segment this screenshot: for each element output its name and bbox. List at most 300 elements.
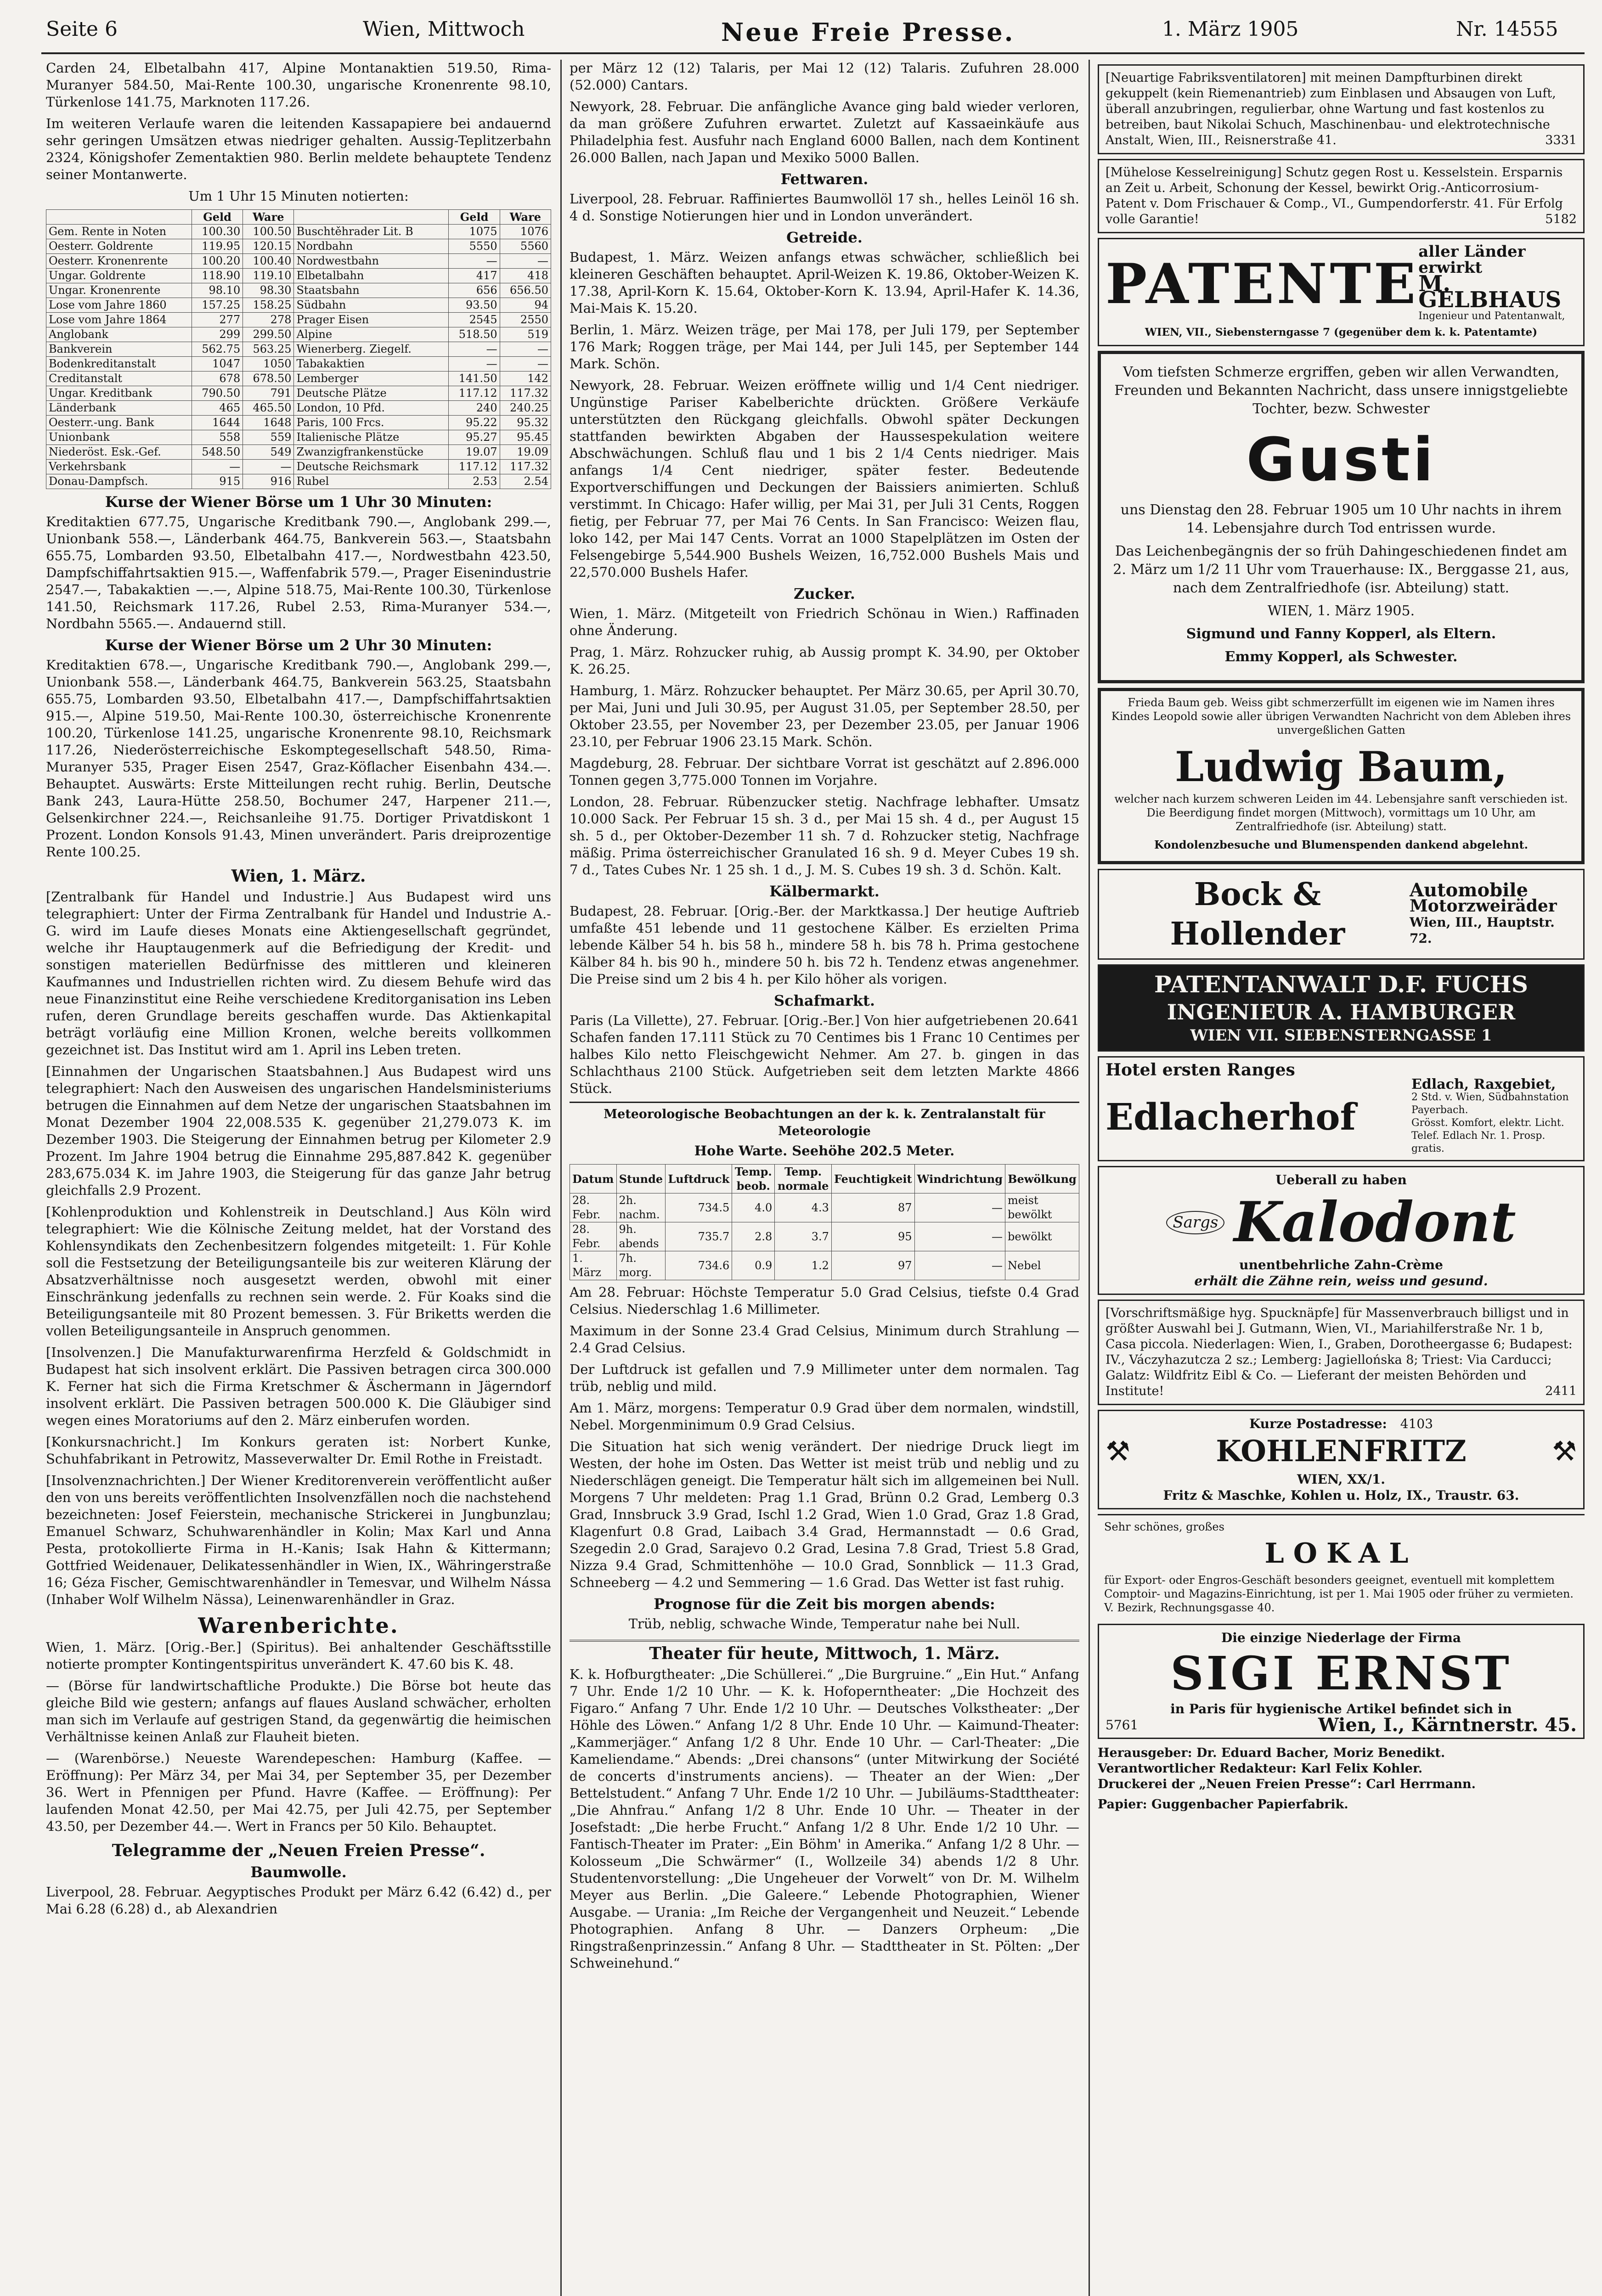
column-2 bbox=[570, 60, 1079, 2296]
ad-patente bbox=[1098, 238, 1585, 346]
table-row bbox=[570, 1193, 1079, 1222]
table-cell: 117.32 bbox=[500, 386, 551, 401]
ad-text: Ueberall zu haben bbox=[1275, 1172, 1407, 1187]
article-text: — (Börse für landwirtschaftliche Produkte.) Die Börse bot heute das gleiche Bild wie gestern; anfangs auf flaues Ausland schwächer, erholten man sich im Verlaufe auf gestrigen Stand, da gegenwärtig die heimischen Verhältnisse keinen Anlaß zur Flauheit bieten. bbox=[46, 1678, 551, 1745]
table-cell: 5550 bbox=[449, 239, 500, 254]
table-cell: bewölkt bbox=[1005, 1222, 1079, 1251]
table-cell: Oesterr. Kronenrente bbox=[46, 254, 192, 269]
column-1 bbox=[46, 60, 551, 2296]
table-cell: 117.12 bbox=[449, 386, 500, 401]
ad-text: Sigmund und Fanny Kopperl, als Eltern. bbox=[1186, 626, 1496, 642]
table-cell: 98.10 bbox=[192, 283, 243, 298]
table-cell: Gem. Rente in Noten bbox=[46, 225, 192, 239]
ad-title: LOKAL bbox=[1264, 1537, 1418, 1570]
table-cell: Bodenkreditanstalt bbox=[46, 357, 192, 371]
article-text: Newyork, 28. Februar. Die anfängliche Avance ging bald wieder verloren, da man größere Zufuhren erwartet. Zuletzt auf Kassaeinkäufe aus Philadelphia fest. Ausfuhr nach England 6000 Ballen, nach dem Kontinent 26.000 Ballen, nach Japan und Mexiko 5000 Ballen. bbox=[570, 99, 1079, 165]
table-cell: 790.50 bbox=[192, 386, 243, 401]
obituary-name: Ludwig Baum, bbox=[1175, 743, 1507, 791]
ad-text: WIEN, 1. März 1905. bbox=[1267, 603, 1415, 619]
table-header-cell: Geld bbox=[449, 210, 500, 225]
article-text: [Insolvenznachrichten.] Der Wiener Kreditorenverein veröffentlicht außer den von uns bereits veröffentlichten Insolvenzfällen noch die nachstehend bezeichneten: Josef Feierstein, mechanische Strickerei in Jungbunzlau; Emanuel Schwarz, Schuhwarenhändler in Kolin; Max Karl und Anna Pesta, protokollierte Firma in H.-Kanis; Isak Hahn & Kittermann; Gottfried Weidenauer, Delikatessenhändler in Wien, IX., Währingerstraße 16; Géza Fischer, Gemischtwarenhändler in Temesvar, und Wilhelm Nássa (Inhaber Wolf Wilhelm Nässa), Leinenwarenhändler in Graz. bbox=[46, 1473, 551, 1607]
table-header-cell bbox=[294, 210, 449, 225]
table-header-cell: Windrichtung bbox=[914, 1165, 1005, 1193]
table-cell: 93.50 bbox=[449, 298, 500, 313]
table-row bbox=[46, 474, 551, 489]
imprint-line: Herausgeber: Dr. Eduard Bacher, Moriz Benedikt. bbox=[1098, 1746, 1445, 1760]
table-cell: 549 bbox=[243, 445, 294, 460]
table-cell: Oesterr. Goldrente bbox=[46, 239, 192, 254]
table-cell: — bbox=[500, 254, 551, 269]
ad-text: WIEN VII. SIEBENSTERNGASSE 1 bbox=[1190, 1026, 1492, 1045]
table-cell: 734.5 bbox=[666, 1193, 732, 1222]
table-cell: — bbox=[914, 1222, 1005, 1251]
page-number: Seite 6 bbox=[46, 17, 118, 41]
ad-text: Das Leichenbegängnis der so früh Dahingeschiedenen findet am 2. März um 1/2 11 Uhr vom Trauerhause: IX., Berggasse 21, aus, nach dem Zentralfriedhofe (isr. Abteilung) statt. bbox=[1113, 543, 1569, 596]
table-row bbox=[46, 386, 551, 401]
table-header-cell: Geld bbox=[192, 210, 243, 225]
table-cell: Deutsche Reichsmark bbox=[294, 460, 449, 474]
table-cell: — bbox=[192, 460, 243, 474]
article-text: [Zentralbank für Handel und Industrie.] Aus Budapest wird uns telegraphiert: Unter der Firma Zentralbank für Handel und Industrie A.-G. wird im Laufe dieses Monats eine Aktiengesellschaft gegründet, welche ihr Hauptaugenmerk auf die Befriedigung der Kredit- und sonstigen materiellen Bedürfnisse des mittleren und kleineren Kaufmannes und Industriellen richten wird. Zu diesem Behufe wird das neue Finanzinstitut eine Reihe verschiedene Kreditorganisation ins Leben rufen, deren Grundlage bereits geschaffen wurde. Das Aktienkapital beträgt vorläufig eine Million Kronen, welche bereits vollkommen gezeichnet ist. Das Institut wird am 1. April ins Leben treten. bbox=[46, 889, 551, 1058]
table-cell: 119.95 bbox=[192, 239, 243, 254]
ad-kalodont bbox=[1098, 1166, 1585, 1295]
table-cell: 95.45 bbox=[500, 430, 551, 445]
table-cell: Ungar. Kreditbank bbox=[46, 386, 192, 401]
table-cell: Donau-Dampfsch. bbox=[46, 474, 192, 489]
table-row bbox=[46, 327, 551, 342]
table-row bbox=[46, 357, 551, 371]
table-cell: 1047 bbox=[192, 357, 243, 371]
table-cell: Alpine bbox=[294, 327, 449, 342]
table-cell: 735.7 bbox=[666, 1222, 732, 1251]
table-row bbox=[46, 401, 551, 416]
column-rule bbox=[560, 60, 562, 2296]
hammer-icon: ⚒ bbox=[1106, 1435, 1130, 1468]
table-cell: 95.32 bbox=[500, 416, 551, 430]
section-heading: Kälbermarkt. bbox=[769, 883, 880, 900]
table-cell: 9h. abends bbox=[616, 1222, 666, 1251]
ad-text: aller Länder erwirkt bbox=[1418, 242, 1526, 277]
table-cell: 2550 bbox=[500, 313, 551, 327]
ad-text: Edlach, Raxgebiet, bbox=[1411, 1076, 1556, 1092]
table-cell: 7h. morg. bbox=[616, 1251, 666, 1280]
table-cell: 519 bbox=[500, 327, 551, 342]
table-cell: meist bewölkt bbox=[1005, 1193, 1079, 1222]
ad-title: Edlacherhof bbox=[1106, 1095, 1356, 1138]
table-row bbox=[46, 460, 551, 474]
ad-text: Wien, III., Hauptstr. 72. bbox=[1409, 915, 1555, 946]
table-cell: Zwanzigfrankenstücke bbox=[294, 445, 449, 460]
table-header-cell: Temp. beob. bbox=[732, 1165, 775, 1193]
article-text: Magdeburg, 28. Februar. Der sichtbare Vorrat ist geschätzt auf 2.896.000 Tonnen gegen 3,775.000 Tonnen im Vorjahre. bbox=[570, 755, 1079, 788]
ad-text: in Paris für hygienische Artikel befindet sich in bbox=[1170, 1701, 1512, 1716]
ad-text: INGENIEUR A. HAMBURGER bbox=[1167, 1000, 1516, 1024]
weather-table bbox=[570, 1164, 1079, 1280]
table-cell: 95.22 bbox=[449, 416, 500, 430]
table-cell: Länderbank bbox=[46, 401, 192, 416]
table-cell: Italienische Plätze bbox=[294, 430, 449, 445]
article-text: Budapest, 1. März. Weizen anfangs etwas schwächer, schließlich bei kleineren Geschäften behauptet. April-Weizen K. 19.86, Oktober-Weizen K. 17.38, April-Korn K. 15.64, Oktober-Korn K. 13.94, April-Hafer K. 14.36, Mai-Mais K. 15.20. bbox=[570, 249, 1079, 316]
table-cell: 5560 bbox=[500, 239, 551, 254]
table-row bbox=[46, 445, 551, 460]
ad-text: Die einzige Niederlage der Firma bbox=[1221, 1630, 1461, 1645]
table-cell: Staatsbahn bbox=[294, 283, 449, 298]
ad-kohlenfritz bbox=[1098, 1410, 1585, 1509]
ad-sigi-ernst bbox=[1098, 1624, 1585, 1739]
page-header bbox=[41, 11, 1585, 54]
table-header-cell: Temp. normale bbox=[775, 1165, 832, 1193]
table-cell: 157.25 bbox=[192, 298, 243, 313]
table-cell: 1.2 bbox=[775, 1251, 832, 1280]
table-cell: 2545 bbox=[449, 313, 500, 327]
table-header-cell: Stunde bbox=[616, 1165, 666, 1193]
table-row bbox=[46, 342, 551, 357]
table-row bbox=[46, 430, 551, 445]
table-cell: Lose vom Jahre 1864 bbox=[46, 313, 192, 327]
table-cell: 2.8 bbox=[732, 1222, 775, 1251]
ad-text: 2 Std. v. Wien, Südbahnstation Payerbach. bbox=[1411, 1092, 1569, 1116]
article-text: Berlin, 1. März. Weizen träge, per Mai 178, per Juli 179, per September 176 Mark; Roggen träge, per Mai 144, per Juli 145, per September 144 Mark. Schön. bbox=[570, 322, 1079, 371]
ad-text: Motorzweiräder bbox=[1409, 896, 1557, 916]
table-row bbox=[46, 416, 551, 430]
table-cell: Niederöst. Esk.-Gef. bbox=[46, 445, 192, 460]
table-cell: 141.50 bbox=[449, 371, 500, 386]
table-cell: 562.75 bbox=[192, 342, 243, 357]
issue-number: Nr. 14555 bbox=[1456, 17, 1558, 41]
table-cell: 548.50 bbox=[192, 445, 243, 460]
table-cell: Paris, 100 Frcs. bbox=[294, 416, 449, 430]
ad-text: M. GELBHAUS bbox=[1418, 271, 1562, 313]
obituary-gusti bbox=[1098, 351, 1585, 683]
article-text: Trüb, neblig, schwache Winde, Temperatur nahe bei Null. bbox=[628, 1616, 1021, 1632]
ad-text: Kurze Postadresse: bbox=[1249, 1416, 1387, 1431]
table-cell: — bbox=[914, 1193, 1005, 1222]
article-text: [Insolvenzen.] Die Manufakturwarenfirma Herzfeld & Goldschmidt in Budapest hat sich insolvent erklärt. Die Passiven betragen circa 300.000 K. Ferner hat sich die Firma Kretschmer & Äschermann in Jägerndorf insolvent erklärt. Die Passiven betragen 500.000 K. Die Gläubiger sind wegen eines Moratoriums auf den 2. März einberufen worden. bbox=[46, 1345, 551, 1428]
table-cell: — bbox=[500, 357, 551, 371]
table-cell: 98.30 bbox=[243, 283, 294, 298]
ad-code: 3331 bbox=[1545, 133, 1577, 147]
table-cell: — bbox=[243, 460, 294, 474]
ad-text: unentbehrliche Zahn-Crème bbox=[1239, 1257, 1443, 1272]
table-cell: 465.50 bbox=[243, 401, 294, 416]
article-text: Die Situation hat sich wenig verändert. Der niedrige Druck liegt im Westen, der hohe im Osten. Das Wetter ist meist trüb und neblig und zu Niederschlägen geneigt. Die Temperatur hält sich im allgemeinen bei Null. Morgens 7 Uhr meldeten: Prag 1.1 Grad, Brünn 0.2 Grad, Lemberg 0.3 Grad, Innsbruck 3.9 Grad, Ischl 1.2 Grad, Wien 1.0 Grad, Graz 1.8 Grad, Klagenfurt 0.8 Grad, Laibach 3.4 Grad, Hermannstadt — 0.6 Grad, Szegedin 2.0 Grad, Sarajevo 0.2 Grad, Lesina 7.8 Grad, Triest 5.8 Grad, Nizza 9.4 Grad, Schmittenhöhe — 10.0 Grad, Sonnblick — 11.3 Grad, Schneeberg — 4.2 und Semmering — 1.6 Grad. Das Wetter ist fast ruhig. bbox=[570, 1439, 1079, 1590]
article-text: Kreditaktien 678.—, Ungarische Kreditbank 790.—, Anglobank 299.—, Unionbank 558.—, Länderbank 464.75, Bankverein 563.25, Staatsbahn 655.75, Lombarden 93.50, Elbetalbahn 417.—, Dampfschiffahrtsaktien 915.—, Alpine 519.50, Mai-Rente 100.30, österreichische Kronenrente 100.20, Türkenlose 141.25, ungarische Kronenrente 98.10, Reichsmark 117.26, Niederösterreichische Eskomptegesellschaft 548.50, Rima-Muranyer 535, Prager Eisen 2547, Graz-Köflacher Eisenbahn 434.—. Behauptet. Auswärts: Erste Mitteilungen recht ruhig. Berlin, Deutsche Bank 243, Laura-Hütte 258.50, Bochumer 247, Harpener 211.—, Gelsenkirchner 224.—, Reichsanleihe 91.75. Dortiger Privatdiskont 1 Prozent. London Konsols 91.43, Minen unverändert. Paris dreiprozentige Rente 100.25. bbox=[46, 657, 551, 860]
table-header-cell bbox=[46, 210, 192, 225]
article-text: Wien, 1. März. [Orig.-Ber.] (Spiritus). Bei anhaltender Geschäftsstille notierte prompter Kontingentspiritus unverändert K. 47.60 bis K. 48. bbox=[46, 1639, 551, 1672]
article-text: Prag, 1. März. Rohzucker ruhig, ab Aussig prompt K. 34.90, per Oktober K. 26.25. bbox=[570, 644, 1079, 677]
ad-brand: Sargs bbox=[1166, 1211, 1224, 1234]
table-cell: — bbox=[500, 342, 551, 357]
ad-text: Sehr schönes, großes bbox=[1104, 1520, 1224, 1533]
ad-text: uns Dienstag den 28. Februar 1905 um 10 Uhr nachts in ihrem 14. Lebensjahre durch Tod entrissen wurde. bbox=[1120, 502, 1562, 536]
table-cell: Buschtěhrader Lit. B bbox=[294, 225, 449, 239]
table-row bbox=[46, 225, 551, 239]
ad-code: 2411 bbox=[1545, 1384, 1577, 1398]
ad-title: Bock & Hollender bbox=[1170, 876, 1345, 952]
table-row bbox=[46, 283, 551, 298]
table-cell: 299.50 bbox=[243, 327, 294, 342]
article-text: per März 12 (12) Talaris, per Mai 12 (12) Talaris. Zufuhren 28.000 (52.000) Cantars. bbox=[570, 60, 1079, 93]
article-text: Kreditaktien 677.75, Ungarische Kreditbank 790.—, Anglobank 299.—, Unionbank 558.—, Länderbank 464.75, Bankverein 563.—, Staatsbahn 655.75, Lombarden 93.50, Elbetalbahn 417.—, Nordwestbahn 423.50, Dampfschiffahrtsaktien 915.—, Waffenfabrik 579.—, Prager Eisenindustrie 2547.—, Tabakaktien —.—, Alpine 518.75, Mai-Rente 100.30, Türkenlose 141.50, Reichsmark 117.26, Rubel 2.53, Rima-Muranyer 534.—, Nordbahn 5565.—. Andauernd still. bbox=[46, 514, 551, 631]
ad-ventilators bbox=[1098, 64, 1585, 154]
table-cell: Südbahn bbox=[294, 298, 449, 313]
ad-text: PATENTANWALT D.F. FUCHS bbox=[1154, 971, 1528, 998]
section-heading: Fettwaren. bbox=[780, 170, 869, 188]
ad-text: [Vorschriftsmäßige hyg. Spucknäpfe] für Massenverbrauch billigst und in größter Auswahl bei J. Gutmann, Wien, VI., Mariahilferstraße Nr. 1 b, Casa piccola. Niederlagen: Wien, I., Graben, Dorotheergasse 6; Budapest: IV., Váczyhazutcza 2 sz.; Lemberg: Jagiellońska 8; Triest: Via Carducci; Galatz: Wildfritz Eibl & Co. — Lieferant der meisten Behörden und Institute! bbox=[1106, 1306, 1573, 1398]
section-heading: Telegramme der „Neuen Freien Presse“. bbox=[112, 1841, 485, 1860]
ad-title: PATENTE bbox=[1106, 251, 1419, 316]
article-text: Der Luftdruck ist gefallen und 7.9 Millimeter unter dem normalen. Tag trüb, neblig und mild. bbox=[570, 1362, 1079, 1394]
table-cell: 563.25 bbox=[243, 342, 294, 357]
table-cell: Anglobank bbox=[46, 327, 192, 342]
column-3 bbox=[1098, 60, 1585, 2296]
table-cell: 100.20 bbox=[192, 254, 243, 269]
ad-text: Hotel ersten Ranges bbox=[1106, 1060, 1295, 1080]
table-cell: Wienerberg. Ziegelf. bbox=[294, 342, 449, 357]
table-cell: 418 bbox=[500, 269, 551, 283]
table-cell: 916 bbox=[243, 474, 294, 489]
section-heading: Getreide. bbox=[786, 229, 863, 246]
table-cell: 100.30 bbox=[192, 225, 243, 239]
ad-code: 4103 bbox=[1400, 1416, 1433, 1431]
section-heading: Zucker. bbox=[794, 585, 855, 602]
table-cell: Tabakaktien bbox=[294, 357, 449, 371]
table-cell: 915 bbox=[192, 474, 243, 489]
table-cell: 656 bbox=[449, 283, 500, 298]
ad-text: Grösst. Komfort, elektr. Licht. Telef. Edlach Nr. 1. Prosp. gratis. bbox=[1411, 1117, 1564, 1154]
table-header-cell: Feuchtigkeit bbox=[831, 1165, 914, 1193]
article-text: London, 28. Februar. Rübenzucker stetig. Nachfrage lebhafter. Umsatz 10.000 Sack. Per Februar 15 sh. 3 d., per Mai 15 sh. 4 d., per August 15 sh. 5 d., per Oktober-Dezember 11 sh. 7 d. Rohzucker stetig, Nachfrage mäßig. Prima österreichischer Granulated 16 sh. 9 d. Meyer Cubes 19 sh. 7 d., Tates Cubes Nr. 1 25 sh. 1 d., J. M. S. Cubes 19 sh. 3 d. Schön. Kalt. bbox=[570, 794, 1079, 878]
table-cell: 1644 bbox=[192, 416, 243, 430]
table-cell: 465 bbox=[192, 401, 243, 416]
table-header-cell: Bewölkung bbox=[1005, 1165, 1079, 1193]
table-cell: 19.07 bbox=[449, 445, 500, 460]
ad-text: WIEN, XX/1. bbox=[1297, 1472, 1386, 1487]
table-row bbox=[570, 1222, 1079, 1251]
imprint-line: Verantwortlicher Redakteur: Karl Felix Kohler. bbox=[1098, 1761, 1423, 1776]
article-text: Newyork, 28. Februar. Weizen eröffnete willig und 1/4 Cent niedriger. Ungünstige Pariser Kabelberichte drückten. Größere Verkäufe unterstützten den Rückgang gleichfalls. Obwohl später Deckungen stattfanden bewirkten Abgaben der Haussespekulation weitere Abschwächungen. Schluß flau und 1 bis 2 1/4 Cents niedriger. Mais anfangs 1/4 Cent niedriger, später fester. Bedeutende Exportverschiffungen und Deckungen der Baissiers animierten. Schluß verstimmt. In Chicago: Hafer willig, per Mai 31, per Juli 31 Cents, Roggen fietig, per Februar 77, per Mai 76 Cents. In San Francisco: Weizen flau, loko 142, per Mai 147 Cents. Vorrat an 1000 Stapelplätzen im Osten der Felsengebirge 5,544.900 Bushels Weizen, 16,752.000 Bushels Mais und 22,570.000 Bushels Hafer. bbox=[570, 377, 1079, 580]
table-cell: — bbox=[449, 254, 500, 269]
table-cell: 2h. nachm. bbox=[616, 1193, 666, 1222]
table-cell: Verkehrsbank bbox=[46, 460, 192, 474]
table-cell: 558 bbox=[192, 430, 243, 445]
article-text: Am 1. März, morgens: Temperatur 0.9 Grad über dem normalen, windstill, Nebel. Morgenminimum 0.9 Grad Celsius. bbox=[570, 1400, 1079, 1433]
table-cell: London, 10 Pfd. bbox=[294, 401, 449, 416]
article-text: Liverpool, 28. Februar. Aegyptisches Produkt per März 6.42 (6.42) d., per Mai 6.28 (6.28) d., ab Alexandrien bbox=[46, 1884, 551, 1917]
table-header-cell: Ware bbox=[500, 210, 551, 225]
stock-table bbox=[46, 209, 551, 489]
table-cell: 240 bbox=[449, 401, 500, 416]
table-cell: Elbetalbahn bbox=[294, 269, 449, 283]
table-cell: Lemberger bbox=[294, 371, 449, 386]
ad-text: WIEN, VII., Siebensterngasse 7 (gegenüber dem k. k. Patentamte) bbox=[1145, 326, 1538, 338]
table-cell: 117.32 bbox=[500, 460, 551, 474]
table-cell: Prager Eisen bbox=[294, 313, 449, 327]
table-cell: 97 bbox=[831, 1251, 914, 1280]
section-heading: Warenberichte. bbox=[198, 1613, 399, 1638]
section-heading: Meteorologische Beobachtungen an der k. k. Zentralanstalt für Meteorologie bbox=[570, 1102, 1079, 1140]
table-row bbox=[570, 1251, 1079, 1280]
section-heading: Kurse der Wiener Börse um 1 Uhr 30 Minuten: bbox=[105, 493, 492, 511]
ad-text: Emmy Kopperl, als Schwester. bbox=[1224, 649, 1458, 665]
table-cell: 2.54 bbox=[500, 474, 551, 489]
ad-title: Kalodont bbox=[1234, 1190, 1516, 1255]
table-cell: 734.6 bbox=[666, 1251, 732, 1280]
table-cell: 1050 bbox=[243, 357, 294, 371]
ad-fuchs bbox=[1098, 964, 1585, 1052]
table-cell: 678.50 bbox=[243, 371, 294, 386]
table-cell: 119.10 bbox=[243, 269, 294, 283]
table-cell: 95 bbox=[831, 1222, 914, 1251]
ad-title: SIGI ERNST bbox=[1170, 1646, 1512, 1700]
ad-text: Ingenieur und Patentanwalt, bbox=[1418, 310, 1565, 322]
table-cell: 28. Febr. bbox=[570, 1222, 617, 1251]
table-row bbox=[46, 254, 551, 269]
article-text: Budapest, 28. Februar. [Orig.-Ber. der Marktkassa.] Der heutige Auftrieb umfaßte 451 lebende und 11 gestochene Kälber. Es erzielten Prima lebende Kälber 54 h. bis 58 h., mindere 58 h. bis 78 h. Prima gestochene Kälber 84 h. bis 90 h., mindere 50 h. bis 72 h. Tendenz etwas angenehmer. Die Preise sind um 2 bis 4 h. per Kilo höher als vorigen. bbox=[570, 903, 1079, 987]
place-day: Wien, Mittwoch bbox=[363, 17, 525, 41]
table-cell: — bbox=[449, 357, 500, 371]
table-cell: Oesterr.-ung. Bank bbox=[46, 416, 192, 430]
table-cell: 299 bbox=[192, 327, 243, 342]
ad-text: [Mühelose Kesselreinigung] Schutz gegen Rost u. Kesselstein. Ersparnis an Zeit u. Arbeit, Schonung der Kessel, bewirkt Orig.-Anticorrosium-Patent v. Dom Frischauer & Comp., VI., Gumpendorferstr. 41. Für Erfolg volle Garantie! bbox=[1106, 165, 1563, 226]
ad-lokal bbox=[1098, 1514, 1585, 1619]
ad-spucknaepfe bbox=[1098, 1300, 1585, 1405]
obituary-name: Gusti bbox=[1246, 425, 1436, 495]
ad-text: Frieda Baum geb. Weiss gibt schmerzerfüllt im eigenen wie im Namen ihres Kindes Leopold sowie aller übrigen Verwandten Nachricht von dem Ableben ihres unvergeßlichen Gatten bbox=[1111, 696, 1571, 737]
table-row bbox=[46, 298, 551, 313]
section-heading: Theater für heute, Mittwoch, 1. März. bbox=[570, 1640, 1079, 1662]
article-text: Im weiteren Verlaufe waren die leitenden Kassapapiere bei andauernd sehr geringen Umsätzen etwas niedriger gehalten. Aussig-Teplitzerbahn 2324, Königshofer Zementaktien 980. Berlin meldete behauptete Tendenz seiner Montanwerte. bbox=[46, 116, 551, 182]
section-heading: Schafmarkt. bbox=[774, 992, 875, 1009]
article-text: Hamburg, 1. März. Rohzucker behauptet. Per März 30.65, per April 30.70, per Mai, Juni und Juli 30.95, per August 31.05, per September 28.50, per Oktober 23.55, per November 23, per Dezember 23.05, per Januar 1906 23.10, per Februar 1906 23.15 Mark. Schön. bbox=[570, 683, 1079, 749]
table-cell: 95.27 bbox=[449, 430, 500, 445]
article-text: Paris (La Villette), 27. Februar. [Orig.-Ber.] Von hier aufgetriebenen 20.641 Schafen fanden 17.111 Stück zu 70 Centimes bis 1 Franc 10 Centimes per halbes Kilo netto Fleischgewicht Nehmer. Am 27. b. gingen in das Schlachthaus 2100 Stück. Aufgetrieben seit dem letzten Markte 4866 Stück. bbox=[570, 1013, 1079, 1096]
ad-text: welcher nach kurzem schweren Leiden im 44. Lebensjahre sanft verschieden ist. Die Beerdigung findet morgen (Mittwoch), vormittags um 10 Uhr, am Zentralfriedhofe (isr. Abteilung) statt. bbox=[1114, 793, 1568, 833]
ad-text: erhält die Zähne rein, weiss und gesund. bbox=[1194, 1273, 1488, 1289]
ad-text: Wien, I., Kärntnerstr. 45. bbox=[1318, 1714, 1577, 1736]
table-cell: Ungar. Kronenrente bbox=[46, 283, 192, 298]
table-cell: Ungar. Goldrente bbox=[46, 269, 192, 283]
table-cell: 118.90 bbox=[192, 269, 243, 283]
table-cell: — bbox=[449, 342, 500, 357]
table-cell: 158.25 bbox=[243, 298, 294, 313]
table-cell: 120.15 bbox=[243, 239, 294, 254]
table-cell: 117.12 bbox=[449, 460, 500, 474]
imprint-line: Druckerei der „Neuen Freien Presse“: Carl Herrmann. bbox=[1098, 1777, 1476, 1791]
article-text: — (Warenbörse.) Neueste Warendepeschen: Hamburg (Kaffee. — Eröffnung): Per März 34, per Mai 34, per September 35, per Dezember 36. Wert in Pfennigen per Pfund. Havre (Kaffee. — Eröffnung): Per laufenden Monat 42.50, per Mai 42.75, per Juli 42.75, per September 43.50, per Dezember 44.—. Wert in Francs per 50 Kilo. Behauptet. bbox=[46, 1750, 551, 1834]
ad-text: Vom tiefsten Schmerze ergriffen, geben wir allen Verwandten, Freunden und Bekannten Nachricht, dass unsere innigstgeliebte Tochter, bezw. Schwester bbox=[1114, 364, 1568, 417]
table-cell: 4.0 bbox=[732, 1193, 775, 1222]
section-heading: Kurse der Wiener Börse um 2 Uhr 30 Minuten: bbox=[105, 636, 492, 654]
table-cell: 791 bbox=[243, 386, 294, 401]
table-cell: Nebel bbox=[1005, 1251, 1079, 1280]
column-rule bbox=[1089, 60, 1090, 2296]
table-cell: 678 bbox=[192, 371, 243, 386]
ad-text: [Neuartige Fabriksventilatoren] mit meinen Dampfturbinen direkt gekuppelt (kein Riemenantrieb) zum Einblasen und Absaugen von Luft, überall anzubringen, regulierbar, ohne Wartung und fast kostenlos zu betreiben, baut Nikolai Schuch, Maschinenbau- und elektrotechnische Anstalt, Wien, III., Reisnerstraße 41. bbox=[1106, 71, 1556, 147]
article-text: Wien, 1. März. (Mitgeteilt von Friedrich Schönau in Wien.) Raffinaden ohne Änderung. bbox=[570, 606, 1079, 638]
table-cell: Creditanstalt bbox=[46, 371, 192, 386]
table-cell: 2.53 bbox=[449, 474, 500, 489]
imprint bbox=[1098, 1745, 1585, 1812]
article-text: Am 28. Februar: Höchste Temperatur 5.0 Grad Celsius, tiefste 0.4 Grad Celsius. Niederschlag 1.6 Millimeter. bbox=[570, 1284, 1079, 1317]
ad-text: Fritz & Maschke, Kohlen u. Holz, IX., Traustr. 63. bbox=[1163, 1488, 1519, 1503]
table-row bbox=[46, 313, 551, 327]
table-cell: 656.50 bbox=[500, 283, 551, 298]
table-cell: 240.25 bbox=[500, 401, 551, 416]
table-cell: 28. Febr. bbox=[570, 1193, 617, 1222]
table-cell: 100.50 bbox=[243, 225, 294, 239]
masthead: Neue Freie Presse. bbox=[721, 17, 1015, 47]
article-text: Um 1 Uhr 15 Minuten notierten: bbox=[188, 188, 409, 204]
table-cell: 1076 bbox=[500, 225, 551, 239]
table-cell: 3.7 bbox=[775, 1222, 832, 1251]
table-cell: Bankverein bbox=[46, 342, 192, 357]
imprint-line: Papier: Guggenbacher Papierfabrik. bbox=[1098, 1797, 1348, 1812]
table-row bbox=[46, 269, 551, 283]
table-cell: Unionbank bbox=[46, 430, 192, 445]
ad-bock-hollender bbox=[1098, 869, 1585, 960]
table-cell: 559 bbox=[243, 430, 294, 445]
table-cell: 518.50 bbox=[449, 327, 500, 342]
table-cell: 1648 bbox=[243, 416, 294, 430]
table-cell: 87 bbox=[831, 1193, 914, 1222]
table-cell: 19.09 bbox=[500, 445, 551, 460]
table-cell: 0.9 bbox=[732, 1251, 775, 1280]
article-text: Liverpool, 28. Februar. Raffiniertes Baumwollöl 17 sh., helles Leinöl 16 sh. 4 d. Sonstige Notierungen hier und in London unverändert. bbox=[570, 191, 1079, 224]
table-header-cell: Ware bbox=[243, 210, 294, 225]
table-cell: Lose vom Jahre 1860 bbox=[46, 298, 192, 313]
table-cell: 142 bbox=[500, 371, 551, 386]
ad-code: 5182 bbox=[1545, 212, 1577, 226]
table-cell: 1075 bbox=[449, 225, 500, 239]
table-cell: — bbox=[914, 1251, 1005, 1280]
section-heading: Baumwolle. bbox=[250, 1863, 347, 1881]
table-header-cell: Luftdruck bbox=[666, 1165, 732, 1193]
article-text: Maximum in der Sonne 23.4 Grad Celsius, Minimum durch Strahlung — 2.4 Grad Celsius. bbox=[570, 1323, 1079, 1356]
table-row bbox=[46, 239, 551, 254]
table-cell: 277 bbox=[192, 313, 243, 327]
ad-kessel bbox=[1098, 159, 1585, 233]
table-cell: Nordbahn bbox=[294, 239, 449, 254]
ad-text: Automobile bbox=[1409, 879, 1529, 901]
article-text: [Einnahmen der Ungarischen Staatsbahnen.] Aus Budapest wird uns telegraphiert: Nach den Ausweisen des ungarischen Handelsministeriums betrugen die Einnahmen auf dem Netze der ungarischen Staatsbahnen im Monat Dezember 1904 22,008.535 K. gegenüber 21,279.073 K. im Dezember 1903. Die Steigerung der Einnahmen betrug per Kilometer 2.9 Prozent. Im Jahre 1904 betrug die Einnahme 295,887.842 K. gegenüber 283,675.034 K. im Jahre 1903, die Steigerung für das ganze Jahr betrug gleichfalls 2.9 Prozent. bbox=[46, 1064, 551, 1198]
ad-code: 5761 bbox=[1106, 1717, 1139, 1733]
table-cell: 417 bbox=[449, 269, 500, 283]
table-cell: Deutsche Plätze bbox=[294, 386, 449, 401]
hammer-icon: ⚒ bbox=[1552, 1435, 1577, 1468]
table-cell: Nordwestbahn bbox=[294, 254, 449, 269]
ad-title: KOHLENFRITZ bbox=[1216, 1434, 1467, 1469]
table-cell: Rubel bbox=[294, 474, 449, 489]
article-text: [Kohlenproduktion und Kohlenstreik in Deutschland.] Aus Köln wird telegraphiert: Wie die Kölnische Zeitung meldet, hat der Vorstand des Kohlensyndikats den Zechenbesitzern folgendes mitgeteilt: 1. Für Kohle soll die Festsetzung der Beteiligungsanteile bis zur weiteren Klärung der Absatzverhältnisse noch ausgesetzt werden, obwohl mit einer Einschränkung jedenfalls zu rechnen sein werde. 2. Für Koaks sind die Beteiligungsanteile mit 80 Prozent bemessen. 3. Für Briketts werden die vollen Beteiligungsanteile in Anspruch genommen. bbox=[46, 1204, 551, 1339]
article-text: K. k. Hofburgtheater: „Die Schüllerei.“ „Die Burgruine.“ „Ein Hut.“ Anfang 7 Uhr. Ende 1/2 10 Uhr. — K. k. Hofoperntheater: „Die Hochzeit des Figaro.“ Anfang 7 Uhr. Ende 1/2 10 Uhr. — Deutsches Volkstheater: „Der Höhle des Löwen.“ Anfang 1/2 8 Uhr. Ende 10 Uhr. — Kaimund-Theater: „Kammerjäger.“ Anfang 1/2 8 Uhr. Ende 10 Uhr. — Carl-Theater: „Die Kameliendame.“ Abends: „Drei chansons“ (unter Mitwirkung der Société de concerts d'instruments anciens). — Theater an der Wien: „Der Bettelstudent.“ Anfang 7 Uhr. Ende 1/2 10 Uhr. — Jubiläums-Stadttheater: „Die Ahnfrau.“ Anfang 1/2 8 Uhr. Ende 10 Uhr. — Theater in der Josefstadt: „Die herbe Frucht.“ Anfang 1/2 8 Uhr. Ende 1/2 10 Uhr. — Fantisch-Theater im Prater: „Ein Böhm' in Amerika.“ Anfang 1/2 8 Uhr. — Kolosseum „Die Schwärmer“ (I., Wollzeile 34) abends 1/2 8 Uhr. Studentenvorstellung: „Die Ungeheuer der Vorwelt“ von Dr. M. Wilhelm Meyer aus Berlin. „Die Galeere.“ Lebende Photographien, Wiener Ausgabe. — Urania: „Im Reiche der Vergangenheit und Neuzeit.“ Lebende Photographien. Anfang 8 Uhr. — Danzers Orpheum: „Die Ringstraßenprinzessin.“ Anfang 8 Uhr. — Stadttheater in St. Pölten: „Der Schweinehund.“ bbox=[570, 1666, 1079, 1971]
article-text: [Konkursnachricht.] Im Konkurs geraten ist: Norbert Kunke, Schuhfabrikant in Petrowitz, Masseverwalter Dr. Emil Rothe in Freistadt. bbox=[46, 1434, 551, 1467]
table-row bbox=[46, 371, 551, 386]
section-heading: Prognose für die Zeit bis morgen abends: bbox=[654, 1595, 995, 1613]
table-cell: 278 bbox=[243, 313, 294, 327]
table-cell: 94 bbox=[500, 298, 551, 313]
section-heading: Wien, 1. März. bbox=[231, 867, 366, 886]
ad-text: für Export- oder Engros-Geschäft besonders geeignet, eventuell mit komplettem Comptoir- und Magazins-Einrichtung, ist per 1. Mai 1905 oder früher zu vermieten. V. Bezirk, Rechnungsgasse 40. bbox=[1104, 1574, 1574, 1614]
ad-edlacherhof bbox=[1098, 1056, 1585, 1161]
article-text: Hohe Warte. Seehöhe 202.5 Meter. bbox=[694, 1143, 955, 1159]
table-cell: 1. März bbox=[570, 1251, 617, 1280]
table-cell: 4.3 bbox=[775, 1193, 832, 1222]
obituary-baum bbox=[1098, 688, 1585, 864]
table-cell: 100.40 bbox=[243, 254, 294, 269]
issue-date: 1. März 1905 bbox=[1162, 17, 1299, 41]
ad-text: Kondolenzbesuche und Blumenspenden dankend abgelehnt. bbox=[1154, 838, 1528, 851]
